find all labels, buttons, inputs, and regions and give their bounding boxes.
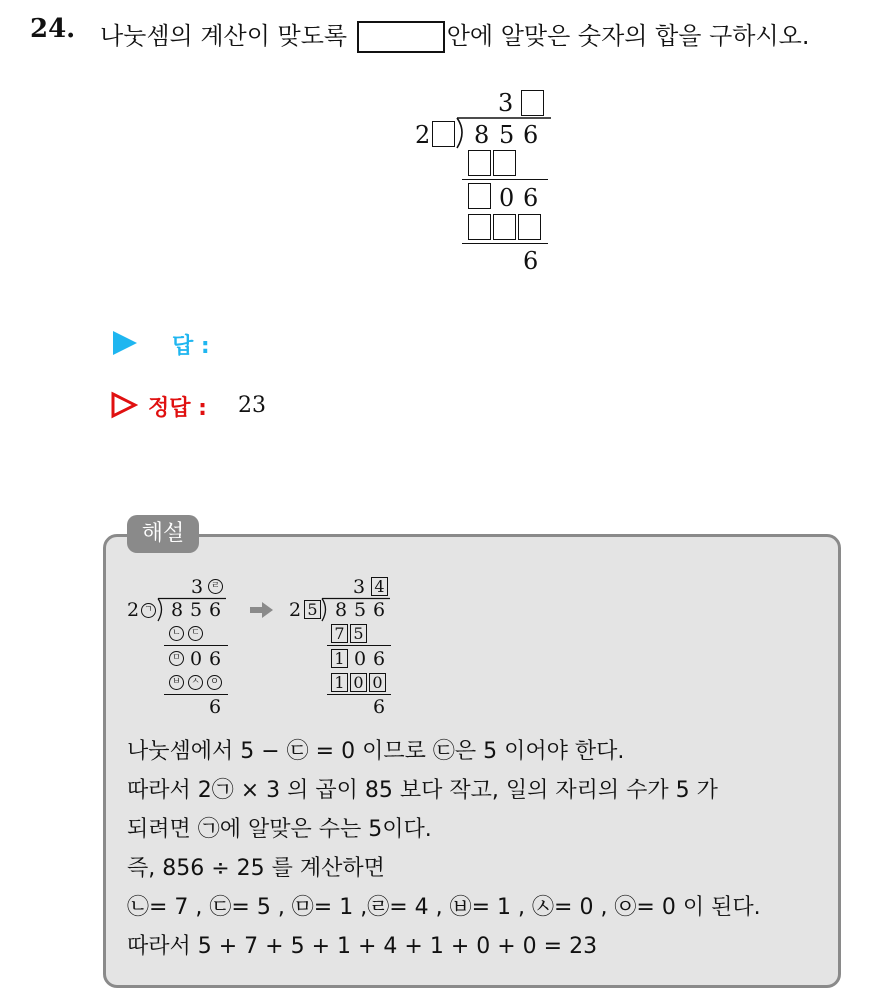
circled-mark: ㄹ xyxy=(208,579,223,594)
calc-digit: 6 xyxy=(209,599,222,621)
filled-box: 7 xyxy=(331,624,348,643)
answer-label: 답 : xyxy=(172,334,210,359)
circled-mark: ㅅ xyxy=(188,675,203,690)
filled-box: 0 xyxy=(350,673,367,692)
row3-blank xyxy=(518,214,541,240)
outline-arrow-icon xyxy=(110,391,138,419)
subtraction-line xyxy=(164,645,228,646)
row2-digit: 0 xyxy=(499,184,515,212)
explanation-line: 따라서 5 + 7 + 5 + 1 + 4 + 1 + 0 + 0 = 23 xyxy=(127,934,598,959)
circled-mark: ㅂ xyxy=(169,675,184,690)
calc-digit: 2 xyxy=(289,599,302,621)
row1-blank xyxy=(493,150,516,176)
circled-mark: ㄴ xyxy=(169,626,184,641)
calc-digit: 8 xyxy=(335,599,348,621)
calc-digit: 8 xyxy=(171,599,184,621)
question-text xyxy=(100,16,809,53)
play-arrow-icon xyxy=(112,330,138,356)
explanation-line: 나눗셈에서 5 − ㉢ = 0 이므로 ㉢은 5 이어야 한다. xyxy=(127,739,625,764)
correct-answer-value: 23 xyxy=(238,393,266,418)
dividend-digit: 8 xyxy=(474,121,490,149)
calc-digit: 0 xyxy=(354,648,367,670)
circled-mark: ㅇ xyxy=(207,675,222,690)
divisor-blank xyxy=(432,121,455,147)
explanation-line: 따라서 2㉠ × 3 의 곱이 85 보다 작고, 일의 자리의 수가 5 가 xyxy=(127,778,718,803)
calc-digit: 6 xyxy=(373,599,386,621)
explanation-line: ㉡= 7 , ㉢= 5 , ㉤= 1 ,㉣= 4 , ㉥= 1 , ㉦= 0 , ㉧= 0 이 된다. xyxy=(127,895,761,920)
filled-box: 4 xyxy=(371,577,388,596)
calc-digit: 3 xyxy=(353,576,366,598)
circled-mark: ㅁ xyxy=(169,651,184,666)
row2-digit: 6 xyxy=(523,184,539,212)
row1-blank xyxy=(468,150,491,176)
calc-digit: 6 xyxy=(209,648,222,670)
circled-mark: ㄱ xyxy=(141,603,156,618)
quotient-blank xyxy=(521,90,544,116)
explanation-tag: 해설 xyxy=(127,515,199,553)
calc-digit: 0 xyxy=(190,648,203,670)
circled-mark: ㄷ xyxy=(188,626,203,641)
correct-answer-label: 정답 : xyxy=(148,396,207,421)
divisor-digit: 2 xyxy=(415,121,431,149)
question-text-before: 나눗셈의 계산이 맞도록 xyxy=(100,22,348,50)
calc-digit: 5 xyxy=(190,599,203,621)
answer-blank-box xyxy=(357,21,445,53)
filled-box: 5 xyxy=(304,600,321,619)
subtraction-line xyxy=(462,243,548,244)
subtraction-line xyxy=(327,645,391,646)
question-number: 24. xyxy=(30,14,76,44)
calc-digit: 3 xyxy=(191,576,204,598)
quotient-digit: 3 xyxy=(498,89,514,117)
filled-box: 5 xyxy=(350,624,367,643)
calc-digit: 6 xyxy=(373,648,386,670)
calc-digit: 6 xyxy=(209,696,222,718)
dividend-digit: 5 xyxy=(499,121,515,149)
right-arrow-icon xyxy=(250,602,274,618)
subtraction-line xyxy=(327,694,391,695)
remainder-digit: 6 xyxy=(523,247,539,275)
filled-box: 0 xyxy=(369,673,386,692)
explanation-line: 즉, 856 ÷ 25 를 계산하면 xyxy=(127,856,385,881)
row2-blank xyxy=(468,183,491,209)
subtraction-line xyxy=(462,179,548,180)
subtraction-line xyxy=(164,694,228,695)
row3-blank xyxy=(468,214,491,240)
dividend-digit: 6 xyxy=(523,121,539,149)
row3-blank xyxy=(493,214,516,240)
calc-digit: 6 xyxy=(373,696,386,718)
calc-digit: 2 xyxy=(127,599,140,621)
calc-digit: 5 xyxy=(354,599,367,621)
filled-box: 1 xyxy=(331,673,348,692)
filled-box: 1 xyxy=(331,649,348,668)
explanation-line: 되려면 ㉠에 알맞은 수는 5이다. xyxy=(127,817,432,842)
question-text-after: 안에 알맞은 숫자의 합을 구하시오. xyxy=(446,22,810,50)
